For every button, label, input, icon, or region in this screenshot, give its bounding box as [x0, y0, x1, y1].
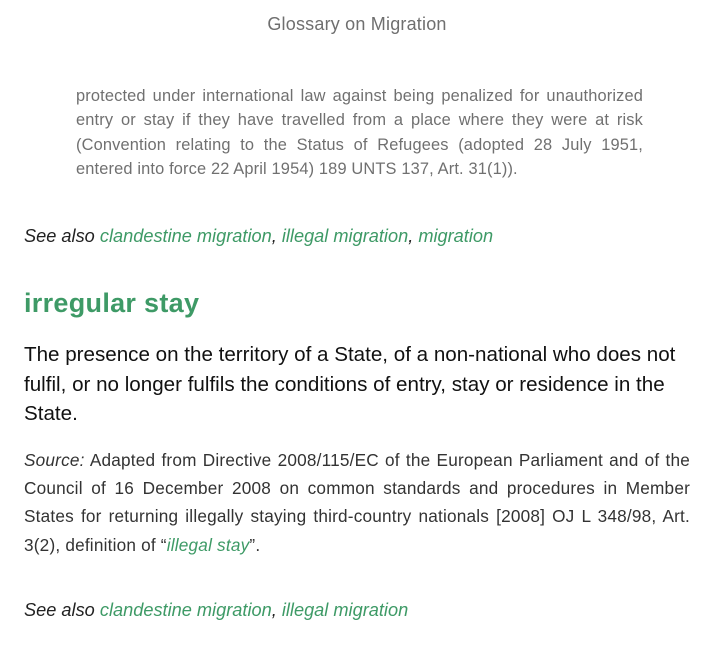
see-also-entry: See also clandestine migration, illegal migration — [24, 600, 409, 620]
link-clandestine-migration[interactable]: clandestine migration — [99, 600, 272, 620]
entry-source — [24, 446, 690, 559]
source-end: ”. — [249, 534, 261, 555]
see-also-previous: See also clandestine migration, illegal migration, migration — [24, 226, 494, 246]
see-also-label: See also — [24, 600, 95, 620]
link-illegal-migration[interactable]: illegal migration — [281, 226, 409, 246]
link-clandestine-migration[interactable]: clandestine migration — [99, 226, 272, 246]
source-term-illegal-stay: illegal stay — [166, 534, 250, 555]
source-text: Adapted from Directive 2008/115/EC of the European Parliament and of the Council of 16 December 2008 on common standards and procedures in Member States for returning illegally staying third-country nationals [2008] OJ L 348/98, Art. 3(2), definition of “ — [24, 450, 690, 555]
entry-definition: The presence on the territory of a State, of a non-national who does not fulfil, or no longer fulfils the conditions of entry, stay or residence in the State. — [24, 343, 676, 425]
link-illegal-migration[interactable]: illegal migration — [281, 600, 409, 620]
previous-entry-note: protected under international law against being penalized for unauthorized entry or stay if they have travelled from a place where they were at risk (Convention relating to the Status of Refugees (adopted 28 July 1951, entered into force 22 April 1954) 189 UNTS 137, Art. 31(1)). — [76, 87, 643, 179]
see-also-label: See also — [24, 226, 95, 246]
source-label: Source: — [24, 450, 85, 470]
running-header: Glossary on Migration — [267, 14, 447, 34]
entry-term: irregular stay — [24, 288, 200, 318]
link-migration[interactable]: migration — [418, 226, 494, 246]
